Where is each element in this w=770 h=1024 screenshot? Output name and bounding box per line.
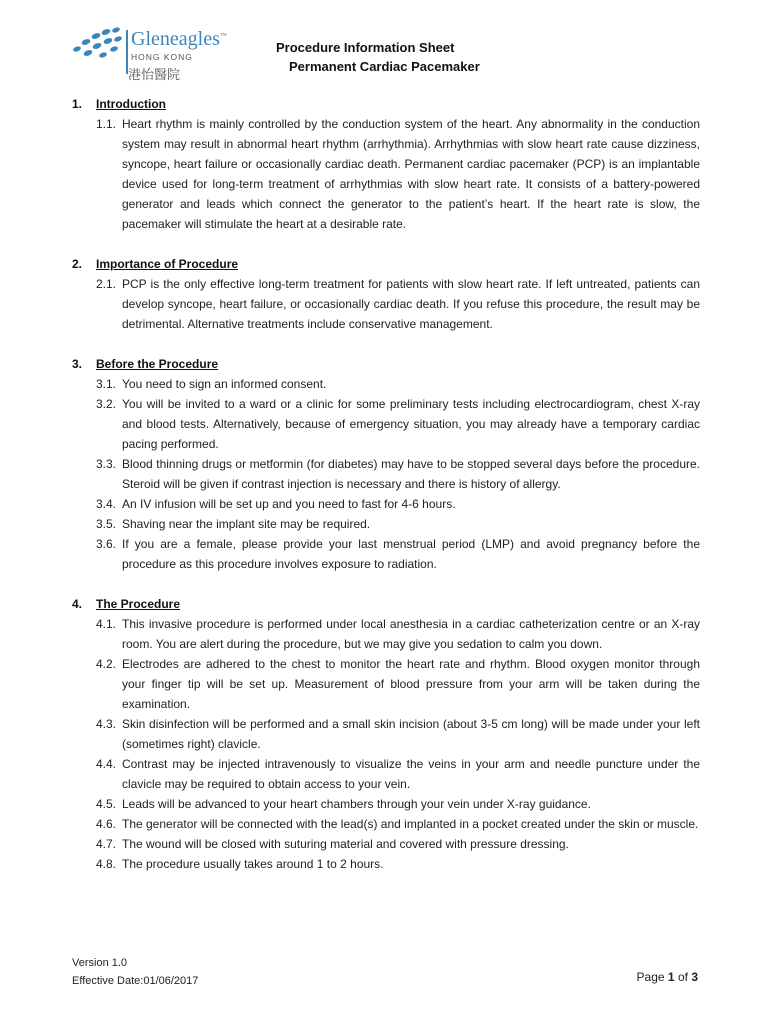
item-number: 1.1. bbox=[96, 117, 117, 131]
item-number: 4.2. bbox=[96, 657, 117, 671]
item-text: If you are a female, please provide your last menstrual period (LMP) and avoid pregnancy before the procedure as this procedure involves exposure to radiation. bbox=[122, 537, 700, 571]
item-number: 4.1. bbox=[96, 617, 117, 631]
version-label: Version 1.0 bbox=[72, 957, 128, 969]
document-title: Procedure Information Sheet bbox=[276, 40, 455, 55]
list-item bbox=[72, 374, 700, 394]
list-item bbox=[72, 454, 700, 494]
document-subtitle: Permanent Cardiac Pacemaker bbox=[289, 59, 480, 74]
section bbox=[72, 94, 700, 234]
item-text: Skin disinfection will be performed and a small skin incision (about 3-5 cm long) will be made under your left (sometimes right) clavicle. bbox=[122, 717, 700, 751]
section-heading bbox=[72, 254, 700, 274]
list-item bbox=[72, 394, 700, 454]
item-number: 4.3. bbox=[96, 717, 117, 731]
gleneagles-dots-logo-icon bbox=[72, 26, 124, 60]
list-item bbox=[72, 614, 700, 654]
item-text: Shaving near the implant site may be required. bbox=[122, 517, 371, 531]
section-heading bbox=[72, 354, 700, 374]
section-items bbox=[72, 274, 700, 334]
section-number: 3. bbox=[72, 357, 83, 371]
list-item bbox=[72, 114, 700, 234]
item-text: The wound will be closed with suturing material and covered with pressure dressing. bbox=[122, 837, 569, 851]
item-number: 4.8. bbox=[96, 857, 117, 871]
section-number: 1. bbox=[72, 97, 83, 111]
list-item bbox=[72, 654, 700, 714]
section bbox=[72, 354, 700, 574]
list-item bbox=[72, 794, 700, 814]
list-item bbox=[72, 814, 700, 834]
item-text: An IV infusion will be set up and you need to fast for 4-6 hours. bbox=[122, 497, 456, 511]
list-item bbox=[72, 754, 700, 794]
item-text: PCP is the only effective long-term treatment for patients with slow heart rate. If left untreated, patients can develop syncope, heart failure, or occasionally cardiac death. If you refuse this procedure, the result may be detrimental. Alternative treatments include conservative management. bbox=[122, 277, 700, 331]
item-text: You will be invited to a ward or a clinic for some preliminary tests including electrocardiogram, chest X-ray and blood tests. Alternatively, because of emergency situation, you may already have a temporary cardiac pacing performed. bbox=[122, 397, 700, 451]
logo-subtitle: HONG KONG bbox=[131, 52, 193, 62]
item-text: Leads will be advanced to your heart chambers through your vein under X-ray guidance. bbox=[122, 797, 591, 811]
list-item bbox=[72, 714, 700, 754]
section-heading bbox=[72, 94, 700, 114]
section-items bbox=[72, 114, 700, 234]
item-text: Blood thinning drugs or metformin (for diabetes) may have to be stopped several days before the procedure. Steroid will be given if contrast injection is necessary and there is history of allergy. bbox=[122, 457, 700, 491]
gleneagles-logo bbox=[72, 26, 227, 82]
section-title: Importance of Procedure bbox=[96, 257, 239, 271]
section-number: 2. bbox=[72, 257, 83, 271]
logo-brand-name: Gleneagles™ bbox=[131, 28, 227, 50]
section-title: Introduction bbox=[96, 97, 166, 111]
item-number: 4.7. bbox=[96, 837, 117, 851]
item-text: The procedure usually takes around 1 to 2 hours. bbox=[122, 857, 384, 871]
section bbox=[72, 254, 700, 334]
list-item bbox=[72, 854, 700, 874]
list-item bbox=[72, 274, 700, 334]
item-number: 4.5. bbox=[96, 797, 117, 811]
item-text: Contrast may be injected intravenously to visualize the veins in your arm and needle puncture under the clavicle may be required to obtain access to your vein. bbox=[122, 757, 700, 791]
item-number: 3.5. bbox=[96, 517, 117, 531]
list-item bbox=[72, 514, 700, 534]
item-text: Heart rhythm is mainly controlled by the conduction system of the heart. Any abnormality in the conduction system may result in abnormal heart rhythm (arrhythmia). Arrhythmias with slow heart rate cause dizziness, syncope, heart failure or occasionally cardiac death. Permanent cardiac pacemaker (PCP) is an implantable device used for long-term treatment of arrhythmias with slow heart rate. It consists of a battery-powered generator and leads which connect the generator to the patient’s heart. If the heart rate is slow, the pacemaker will stimulate the heart at a desirable rate. bbox=[122, 117, 700, 231]
item-number: 4.6. bbox=[96, 817, 117, 831]
item-text: You need to sign an informed consent. bbox=[122, 377, 327, 391]
item-number: 3.3. bbox=[96, 457, 117, 471]
item-text: The generator will be connected with the lead(s) and implanted in a pocket created under the skin or muscle. bbox=[122, 817, 699, 831]
section-title: The Procedure bbox=[96, 597, 181, 611]
item-text: Electrodes are adhered to the chest to monitor the heart rate and rhythm. Blood oxygen monitor through your finger tip will be set up. Measurement of blood pressure from your arm will be taken during the examination. bbox=[122, 657, 700, 711]
section-heading bbox=[72, 594, 700, 614]
item-number: 4.4. bbox=[96, 757, 117, 771]
list-item bbox=[72, 834, 700, 854]
item-text: This invasive procedure is performed under local anesthesia in a cardiac catheterization centre or an X-ray room. You are alert during the procedure, but we may give you sedation to calm you down. bbox=[122, 617, 700, 651]
list-item bbox=[72, 494, 700, 514]
page-number: Page 1 of 3 bbox=[636, 970, 698, 984]
item-number: 3.4. bbox=[96, 497, 117, 511]
section-items bbox=[72, 374, 700, 574]
logo-chinese-name: 港怡醫院 bbox=[128, 67, 181, 82]
item-number: 3.1. bbox=[96, 377, 117, 391]
item-number: 3.2. bbox=[96, 397, 117, 411]
list-item bbox=[72, 534, 700, 574]
section bbox=[72, 594, 700, 874]
section-items bbox=[72, 614, 700, 874]
section-number: 4. bbox=[72, 597, 83, 611]
item-number: 3.6. bbox=[96, 537, 117, 551]
document-body bbox=[72, 94, 700, 894]
effective-date: Effective Date:01/06/2017 bbox=[72, 975, 199, 987]
footer-version-info bbox=[72, 954, 198, 990]
item-number: 2.1. bbox=[96, 277, 117, 291]
section-title: Before the Procedure bbox=[96, 357, 219, 371]
